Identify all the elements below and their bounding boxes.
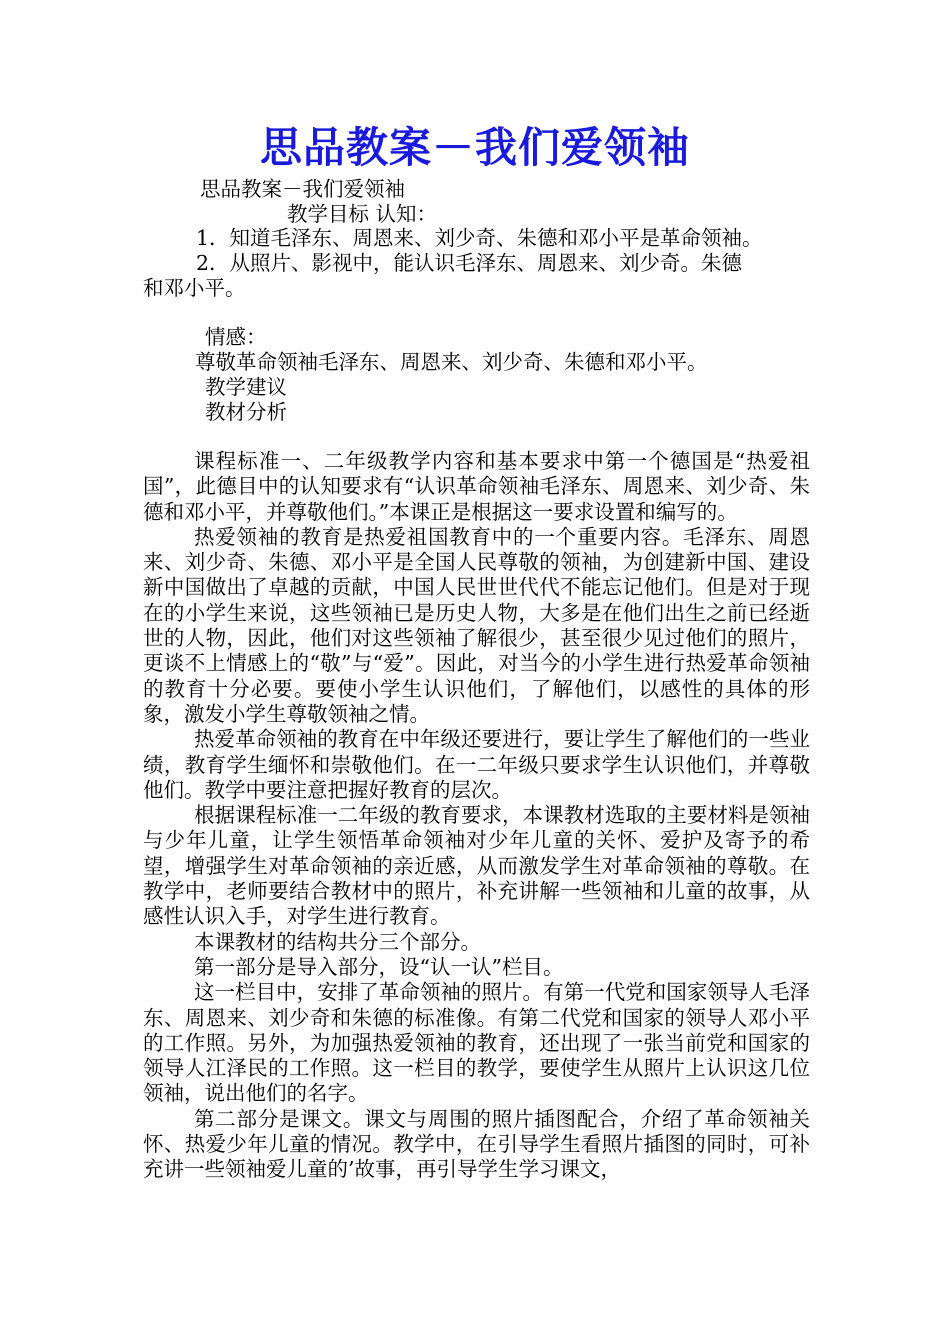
- objective-1: 1．知道毛泽东、周恩来、刘少奇、朱德和邓小平是革命领袖。: [196, 226, 763, 250]
- paragraph: 第二部分是课文。课文与周围的照片插图配合，介绍了革命领袖关怀、热爱少年儿童的情况。教学中，在引导学生看照片插图的同时，可补充讲一些领袖爱儿童的’故事，再引导学生学习课文，: [143, 1106, 810, 1182]
- paragraph: 课程标准一、二年级教学内容和基本要求中第一个德国是“热爱祖国”，此德目中的认知要求有“认识革命领袖毛泽东、周恩来、刘少奇、朱德和邓小平，并尊敬他们。”本课正是根据这一要求设置和编写的。: [143, 449, 810, 524]
- body-text: [143, 449, 810, 1183]
- paragraph: 根据课程标准一二年级的教育要求，本课教材选取的主要材料是领袖与少年儿童，让学生领悟革命领袖对少年儿童的关怀、爱护及寄予的希望，增强学生对革命领袖的亲近感，从而激发学生对革命领袖的尊敬。在教学中，老师要结合教材中的照片，补充讲解一些领袖和儿童的故事，从感性认识入手，对学生进行教育。: [143, 803, 810, 929]
- paragraph: 热爱革命领袖的教育在中年级还要进行，要让学生了解他们的一些业绩，教育学生缅怀和崇敬他们。在一二年级只要求学生认识他们，并尊敬他们。教学中要注意把握好教育的层次。: [143, 727, 810, 802]
- emotion-text: 尊敬革命领袖毛泽东、周恩来、刘少奇、朱德和邓小平。: [195, 350, 708, 374]
- suggestion-heading: 教学建议: [205, 375, 287, 399]
- document-subtitle: 思品教案－我们爱领袖: [200, 177, 405, 201]
- objective-2-line-1: 2．从照片、影视中，能认识毛泽东、周恩来、刘少奇。朱德: [196, 251, 743, 275]
- paragraph: 这一栏目中，安排了革命领袖的照片。有第一代党和国家领导人毛泽东、周恩来、刘少奇和朱德的标准像。有第二代党和国家的领导人邓小平的工作照。另外，为加强热爱领袖的教育，还出现了一张当前党和国家的领导人江泽民的工作照。这一栏目的教学，要使学生从照片上认识这几位领袖，说出他们的名字。: [143, 980, 810, 1106]
- paragraph: 本课教材的结构共分三个部分。: [194, 929, 481, 954]
- paragraph: 热爱领袖的教育是热爱祖国教育中的一个重要内容。毛泽东、周恩来、刘少奇、朱德、邓小平是全国人民尊敬的领袖，为创建新中国、建设新中国做出了卓越的贡献，中国人民世世代代不能忘记他们。但是对于现在的小学生来说，这些领袖已是历史人物，大多是在他们出生之前已经逝世的人物，因此，他们对这些领袖了解很少，甚至很少见过他们的照片，更谈不上情感上的“敬”与“爱”。因此，对当今的小学生进行热爱革命领袖的教育十分必要。要使小学生认识他们，了解他们，以感性的具体的形象，激发小学生尊敬领袖之情。: [143, 524, 810, 726]
- paragraph: 第一部分是导入部分，设“认一认”栏目。: [194, 954, 564, 979]
- emotion-heading: 情感：: [205, 325, 267, 349]
- objectives-heading: 教学目标 认知：: [287, 202, 438, 226]
- analysis-heading: 教材分析: [205, 400, 287, 424]
- objective-2-line-2: 和邓小平。: [143, 276, 246, 300]
- document-title: 思品教案－我们爱领袖: [259, 123, 690, 172]
